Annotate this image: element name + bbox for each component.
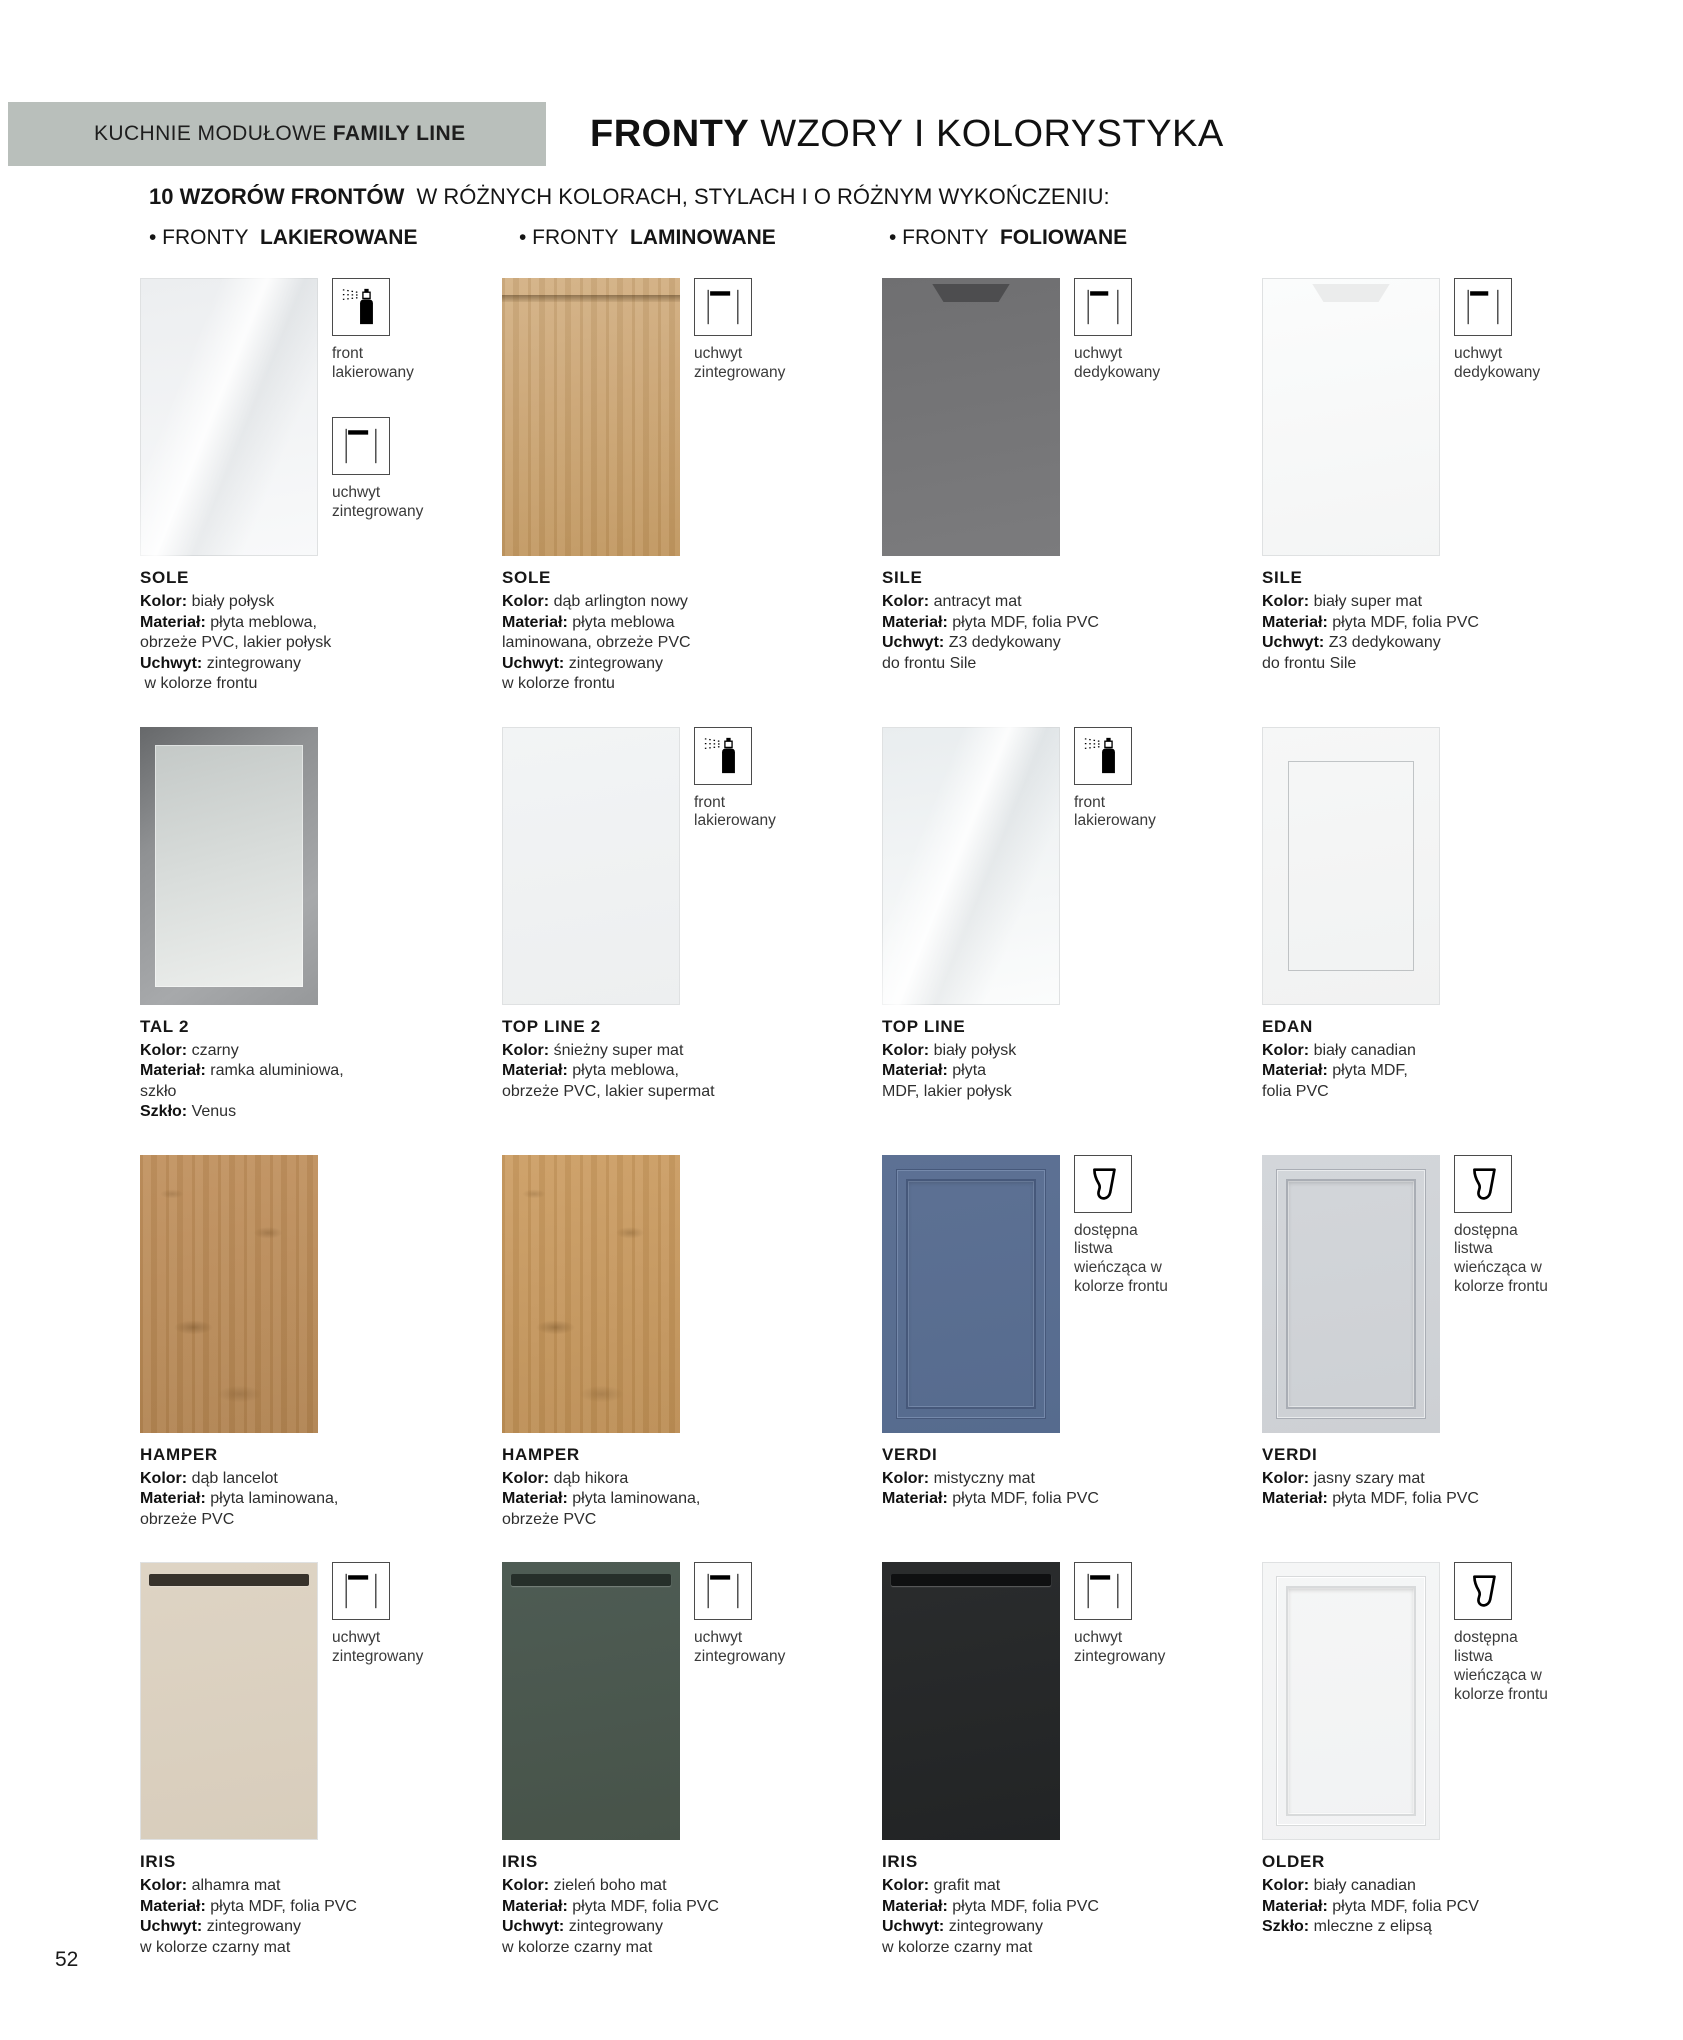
product-card: [502, 1155, 882, 1531]
product-specs: [1262, 1876, 1554, 1938]
spec-line: Materiał: płyta meblowa,: [502, 1062, 679, 1079]
spec-line: Uchwyt: zintegrowany: [140, 654, 301, 672]
product-visual: [140, 727, 502, 1005]
product-visual: [882, 278, 1262, 556]
spec-line: folia PVC: [1262, 1082, 1329, 1100]
front-sample-tile: [140, 278, 318, 556]
front-lakierowany-icon: [1074, 727, 1132, 785]
product-visual: [1262, 278, 1554, 556]
icon-label: uchwyt zintegrowany: [694, 1629, 786, 1665]
bullet-bold: LAKIEROWANE: [259, 226, 418, 249]
tile-glass: [155, 745, 303, 987]
front-sample-tile: [140, 727, 318, 1005]
spec-line: Materiał: płyta: [882, 1062, 987, 1079]
icon-item: [1074, 1155, 1174, 1298]
listwa-icon: [1454, 1155, 1512, 1213]
spec-line: Materiał: płyta MDF,: [1262, 1062, 1408, 1079]
front-sample-tile: [1262, 278, 1440, 556]
feature-icons: [1074, 278, 1174, 556]
product-info: [140, 568, 502, 695]
spec-line: Uchwyt: zintegrowany: [502, 654, 663, 672]
product-info: [1262, 1445, 1554, 1510]
spec-line: Kolor: dąb arlington nowy: [502, 593, 688, 610]
spec-line: w kolorze frontu: [140, 675, 258, 692]
product-specs: [502, 1041, 882, 1103]
icon-label: uchwyt dedykowany: [1454, 345, 1541, 381]
brand-box: [8, 102, 546, 166]
listwa-icon: [1454, 1562, 1512, 1620]
feature-icons: [1074, 727, 1174, 1005]
spec-line: Materiał: płyta MDF, folia PVC: [882, 613, 1099, 631]
page-title-rest: WZORY I KOLORYSTYKA: [760, 112, 1224, 155]
product-name: TAL 2: [140, 1016, 190, 1036]
spec-line: Materiał: płyta meblowa,: [140, 613, 317, 631]
icon-label: dostępna listwa wieńcząca w kolorze frontu: [1074, 1221, 1168, 1296]
product-specs: [140, 1469, 502, 1531]
spec-line: Materiał: ramka aluminiowa,: [140, 1062, 344, 1079]
product-info: [502, 1445, 882, 1531]
uchwyt-zintegrowany-icon: [332, 1562, 390, 1620]
spec-line: Uchwyt: zintegrowany: [502, 1918, 663, 1935]
bullet-bold: LAMINOWANE: [629, 226, 776, 249]
uchwyt-dedykowany-icon: [1074, 278, 1132, 336]
spec-line: szkło: [140, 1082, 177, 1100]
product-name: OLDER: [1262, 1852, 1325, 1871]
product-info: [882, 1017, 1262, 1103]
spec-line: obrzeże PVC, lakier supermat: [502, 1082, 715, 1100]
product-visual: [502, 1155, 882, 1433]
product-visual: [882, 1155, 1262, 1433]
product-card: [882, 727, 1262, 1123]
uchwyt-zintegrowany-icon: [694, 1562, 752, 1620]
product-visual: [1262, 727, 1554, 1005]
product-card: [882, 1562, 1262, 1958]
product-visual: [882, 1562, 1262, 1840]
spec-line: Materiał: płyta MDF, folia PVC: [502, 1897, 719, 1915]
icon-label: dostępna listwa wieńcząca w kolorze frontu: [1454, 1221, 1548, 1296]
spec-line: Materiał: płyta MDF, folia PCV: [1262, 1897, 1479, 1915]
icon-item: [694, 1562, 794, 1667]
spec-line: w kolorze czarny mat: [502, 1938, 653, 1956]
spec-line: Kolor: czarny: [140, 1041, 239, 1059]
spec-line: w kolorze czarny mat: [140, 1938, 291, 1956]
tile-groove-thin: [502, 295, 680, 302]
feature-icons: [1074, 1155, 1174, 1433]
bullet-prefix: • FRONTY: [519, 226, 619, 249]
subtitle-rest: W RÓŻNYCH KOLORACH, STYLACH I O RÓŻNYM WYKOŃCZENIU:: [416, 184, 1110, 209]
product-name: VERDI: [1262, 1444, 1318, 1464]
spec-line: do frontu Sile: [882, 654, 977, 672]
product-specs: [140, 1041, 502, 1123]
spec-line: Kolor: biały połysk: [882, 1041, 1017, 1059]
product-name: TOP LINE: [882, 1016, 966, 1036]
icon-item: [694, 727, 794, 832]
tile-panel: [1276, 1169, 1426, 1419]
front-sample-tile: [502, 727, 680, 1005]
feature-icons: [332, 1562, 432, 1840]
product-specs: [882, 592, 1262, 674]
feature-icons: [332, 278, 432, 556]
tile-frame-thin: [1288, 761, 1414, 971]
spec-line: Materiał: płyta MDF, folia PVC: [882, 1897, 1099, 1915]
product-specs: [882, 1469, 1262, 1510]
product-visual: [1262, 1155, 1554, 1433]
front-sample-tile: [502, 1562, 680, 1840]
spec-line: Materiał: płyta meblowa: [502, 613, 675, 631]
front-lakierowany-icon: [332, 278, 390, 336]
spec-line: Kolor: biały super mat: [1262, 593, 1423, 610]
front-sample-tile: [140, 1155, 318, 1433]
spec-line: Uchwyt: Z3 dedykowany: [882, 634, 1061, 651]
product-info: [140, 1017, 502, 1123]
icon-item: [332, 278, 432, 383]
product-info: [882, 568, 1262, 674]
product-specs: [502, 1876, 882, 1958]
product-name: IRIS: [882, 1852, 918, 1871]
product-specs: [1262, 1469, 1554, 1510]
icon-label: uchwyt zintegrowany: [1074, 1629, 1166, 1665]
product-name: SOLE: [140, 568, 190, 587]
product-info: [1262, 1017, 1554, 1103]
product-name: SILE: [882, 568, 923, 587]
tile-groove: [149, 1574, 309, 1586]
product-card: [140, 727, 502, 1123]
bullet-prefix: • FRONTY: [149, 226, 249, 249]
front-sample-tile: [140, 1562, 318, 1840]
product-info: [140, 1445, 502, 1531]
product-grid: [140, 278, 1554, 1958]
tile-panel-inner: [1286, 1586, 1416, 1816]
spec-line: Materiał: płyta laminowana,: [140, 1490, 339, 1507]
spec-line: laminowana, obrzeże PVC: [502, 634, 691, 651]
bullet-fronty-laminowane: [519, 226, 889, 250]
product-info: [502, 568, 882, 695]
spec-line: Materiał: płyta MDF, folia PVC: [1262, 1490, 1479, 1507]
product-specs: [1262, 592, 1554, 674]
product-name: IRIS: [140, 1852, 176, 1871]
brand-text: KUCHNIE MODUŁOWE: [94, 122, 327, 145]
product-visual: [140, 1562, 502, 1840]
product-specs: [1262, 1041, 1554, 1103]
product-card: [1262, 727, 1554, 1123]
spec-line: Materiał: płyta MDF, folia PVC: [140, 1897, 357, 1915]
front-type-bullets: [149, 226, 1259, 250]
icon-item: [332, 1562, 432, 1667]
front-sample-tile: [502, 278, 680, 556]
product-visual: [502, 278, 882, 556]
tile-panel: [1276, 1576, 1426, 1826]
spec-line: Materiał: płyta MDF, folia PVC: [1262, 613, 1479, 631]
spec-line: Kolor: zieleń boho mat: [502, 1877, 667, 1894]
spec-line: obrzeże PVC: [140, 1510, 235, 1528]
spec-line: obrzeże PVC: [502, 1510, 597, 1528]
spec-line: w kolorze frontu: [502, 675, 615, 692]
spec-line: Materiał: płyta MDF, folia PVC: [882, 1490, 1099, 1507]
product-name: VERDI: [882, 1444, 938, 1464]
spec-line: Kolor: dąb lancelot: [140, 1469, 278, 1487]
product-card: [140, 278, 502, 695]
icon-label: front lakierowany: [1074, 793, 1156, 830]
front-sample-tile: [882, 727, 1060, 1005]
feature-icons: [694, 278, 794, 556]
product-info: [882, 1852, 1262, 1958]
front-sample-tile: [502, 1155, 680, 1433]
product-card: [882, 278, 1262, 695]
product-specs: [882, 1041, 1262, 1103]
bullet-fronty-lakierowane: [149, 226, 519, 250]
spec-line: Kolor: biały canadian: [1262, 1041, 1416, 1059]
front-sample-tile: [1262, 727, 1440, 1005]
product-specs: [502, 1469, 882, 1531]
spec-line: Uchwyt: zintegrowany: [140, 1918, 301, 1935]
page-title-bold: FRONTY: [590, 112, 750, 155]
product-name: HAMPER: [502, 1444, 580, 1464]
spec-line: w kolorze czarny mat: [882, 1938, 1033, 1956]
product-name: TOP LINE 2: [502, 1016, 601, 1036]
product-name: SILE: [1262, 568, 1303, 587]
feature-icons: [1454, 1155, 1554, 1433]
front-sample-tile: [882, 1155, 1060, 1433]
product-info: [140, 1852, 502, 1958]
product-card: [140, 1562, 502, 1958]
feature-icons: [1454, 278, 1554, 556]
feature-icons: [694, 1562, 794, 1840]
bullet-fronty-foliowane: [889, 226, 1259, 250]
front-sample-tile: [882, 278, 1060, 556]
product-visual: [140, 1155, 502, 1433]
spec-line: MDF, lakier połysk: [882, 1082, 1012, 1100]
product-visual: [1262, 1562, 1554, 1840]
tile-groove: [891, 1574, 1051, 1586]
product-name: SOLE: [502, 568, 552, 587]
spec-line: Kolor: grafit mat: [882, 1877, 1001, 1894]
product-card: [502, 1562, 882, 1958]
page-title: [590, 102, 1224, 166]
icon-label: uchwyt zintegrowany: [332, 1629, 424, 1665]
icon-item: [1074, 1562, 1174, 1667]
product-name: HAMPER: [140, 1444, 218, 1464]
icon-label: uchwyt dedykowany: [1074, 345, 1161, 381]
spec-line: Kolor: biały połysk: [140, 593, 275, 610]
spec-line: Kolor: śnieżny super mat: [502, 1041, 684, 1059]
icon-item: [1454, 1155, 1554, 1298]
product-specs: [140, 1876, 502, 1958]
tile-groove: [511, 1574, 671, 1586]
product-info: [1262, 568, 1554, 674]
tile-notch: [1308, 284, 1394, 302]
spec-line: Kolor: jasny szary mat: [1262, 1469, 1425, 1487]
product-name: EDAN: [1262, 1016, 1313, 1036]
feature-icons: [1454, 1562, 1554, 1840]
product-specs: [502, 592, 882, 695]
spec-line: Szkło: mleczne z elipsą: [1262, 1918, 1432, 1935]
product-specs: [140, 592, 502, 695]
product-card: [140, 1155, 502, 1531]
front-sample-tile: [882, 1562, 1060, 1840]
product-info: [1262, 1852, 1554, 1938]
tile-notch: [928, 284, 1014, 302]
brand-text-bold: FAMILY LINE: [332, 122, 466, 145]
uchwyt-dedykowany-icon: [1454, 278, 1512, 336]
front-lakierowany-icon: [694, 727, 752, 785]
front-sample-tile: [1262, 1562, 1440, 1840]
tile-panel-inner: [1286, 1179, 1416, 1409]
spec-line: do frontu Sile: [1262, 654, 1357, 672]
product-card: [882, 1155, 1262, 1531]
icon-label: uchwyt zintegrowany: [694, 345, 786, 381]
icon-item: [332, 417, 432, 522]
spec-line: Kolor: biały canadian: [1262, 1877, 1416, 1894]
bullet-bold: FOLIOWANE: [999, 226, 1128, 249]
product-card: [1262, 278, 1554, 695]
spec-line: Szkło: Venus: [140, 1103, 237, 1120]
icon-label: uchwyt zintegrowany: [332, 483, 424, 520]
product-name: IRIS: [502, 1852, 538, 1871]
spec-line: Kolor: mistyczny mat: [882, 1469, 1035, 1487]
icon-item: [1454, 1562, 1554, 1705]
uchwyt-zintegrowany-icon: [332, 417, 390, 475]
product-card: [502, 727, 882, 1123]
subtitle: [149, 184, 1110, 210]
spec-line: obrzeże PVC, lakier połysk: [140, 634, 332, 651]
spec-line: Uchwyt: Z3 dedykowany: [1262, 634, 1441, 651]
product-visual: [140, 278, 502, 556]
spec-line: Kolor: antracyt mat: [882, 593, 1022, 610]
icon-item: [1074, 278, 1174, 383]
subtitle-bold: 10 WZORÓW FRONTÓW: [149, 184, 405, 209]
icon-label: front lakierowany: [694, 793, 776, 830]
feature-icons: [1074, 1562, 1174, 1840]
listwa-icon: [1074, 1155, 1132, 1213]
uchwyt-zintegrowany-icon: [1074, 1562, 1132, 1620]
product-card: [1262, 1562, 1554, 1958]
product-card: [502, 278, 882, 695]
product-visual: [502, 1562, 882, 1840]
product-info: [502, 1017, 882, 1103]
spec-line: Kolor: alhamra mat: [140, 1877, 281, 1894]
spec-line: Materiał: płyta laminowana,: [502, 1490, 701, 1507]
uchwyt-zintegrowany-icon: [694, 278, 752, 336]
front-sample-tile: [1262, 1155, 1440, 1433]
product-info: [882, 1445, 1262, 1510]
tile-panel: [896, 1169, 1046, 1419]
icon-label: front lakierowany: [332, 345, 414, 381]
product-info: [502, 1852, 882, 1958]
product-visual: [882, 727, 1262, 1005]
bullet-prefix: • FRONTY: [889, 226, 989, 249]
icon-item: [1074, 727, 1174, 832]
spec-line: Uchwyt: zintegrowany: [882, 1918, 1043, 1935]
icon-label: dostępna listwa wieńcząca w kolorze frontu: [1454, 1629, 1548, 1703]
product-visual: [502, 727, 882, 1005]
tile-panel-inner: [906, 1179, 1036, 1409]
icon-item: [694, 278, 794, 383]
product-specs: [882, 1876, 1262, 1958]
spec-line: Kolor: dąb hikora: [502, 1469, 629, 1487]
feature-icons: [694, 727, 794, 1005]
product-card: [1262, 1155, 1554, 1531]
icon-item: [1454, 278, 1554, 383]
page-number: 52: [55, 1948, 79, 1971]
